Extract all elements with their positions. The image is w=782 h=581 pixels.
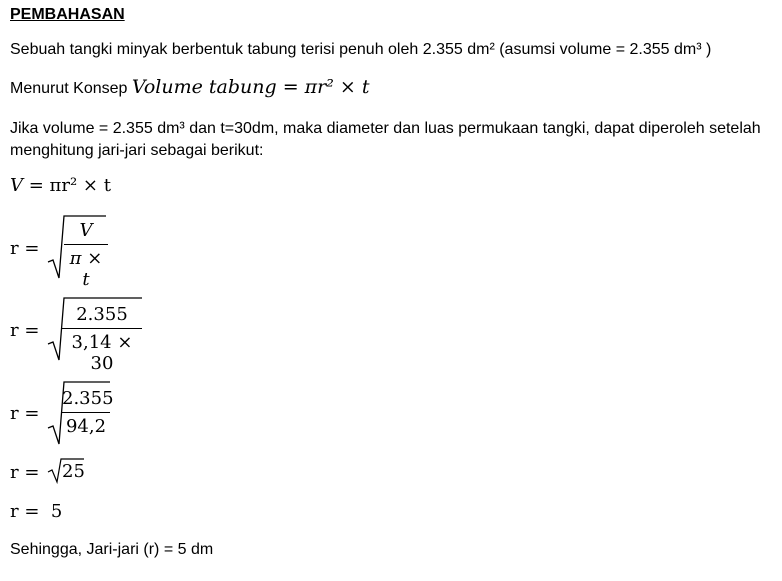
- eq2-denominator: π × t: [69, 248, 103, 290]
- eq2-radical: [48, 214, 108, 290]
- eq5-radical: [48, 458, 88, 484]
- equation-volume: [10, 175, 111, 196]
- volume-formula: Volume tabung = πr² × t: [131, 76, 370, 98]
- eq2-lhs: r =: [10, 238, 40, 259]
- eq6-lhs: r =: [10, 501, 40, 522]
- equation-result: [10, 501, 62, 522]
- eq3-lhs: r =: [10, 320, 40, 341]
- eq6-value: 5: [50, 501, 63, 522]
- explanation-paragraph: Jika volume = 2.355 dm³ dan t=30dm, maka diameter dan luas permukaan tangki, dapat diperoleh setelah menghitung jari-jari sebagai berikut:: [10, 120, 761, 159]
- eq4-lhs: r =: [10, 403, 40, 424]
- eq5-radicand: 25: [62, 461, 85, 482]
- fraction-bar: [62, 328, 142, 329]
- eq3-fraction: [62, 304, 142, 374]
- eq5-lhs: r =: [10, 462, 40, 483]
- eq4-numerator: 2.355: [62, 388, 114, 409]
- concept-prefix: Menurut Konsep: [10, 80, 132, 97]
- eq4-fraction: [62, 388, 114, 437]
- eq4-radical: [48, 380, 112, 446]
- eq4-denominator: 94,2: [65, 416, 107, 437]
- concept-line: [10, 76, 369, 98]
- eq1-lhs: V: [10, 175, 23, 196]
- eq1-rhs: = πr² × t: [28, 175, 111, 196]
- eq3-numerator: 2.355: [76, 304, 128, 325]
- eq2-numerator: V: [79, 220, 93, 241]
- eq3-denominator: 3,14 × 30: [71, 332, 133, 374]
- problem-statement: Sebuah tangki minyak berbentuk tabung terisi penuh oleh 2.355 dm² (asumsi volume = 2.355 dm³ ): [10, 41, 712, 58]
- conclusion: Sehingga, Jari-jari (r) = 5 dm: [10, 541, 214, 558]
- eq2-fraction: [64, 220, 108, 290]
- heading: PEMBAHASAN: [10, 6, 125, 23]
- fraction-bar: [64, 244, 108, 245]
- eq3-radical: [48, 296, 144, 374]
- fraction-bar: [62, 412, 110, 413]
